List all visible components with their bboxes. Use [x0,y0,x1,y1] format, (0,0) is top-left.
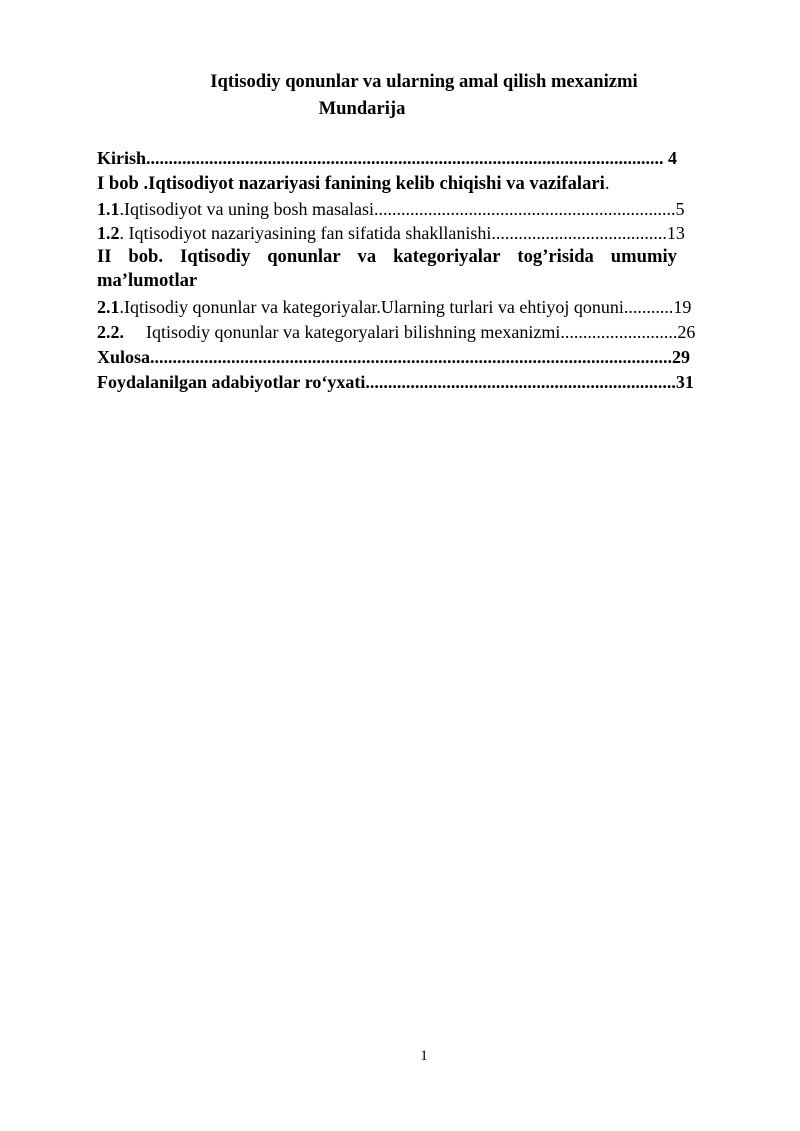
toc-page-number: 31 [675,372,694,392]
toc-chapter-word: tog’risida [517,246,594,267]
toc-section-number: 2.1 [97,297,120,317]
toc-page-number: 19 [673,297,692,317]
toc-chapter-label: I bob .Iqtisodiyot nazariyasi fanining kelib chiqishi va vazifalari [97,173,605,194]
toc-heading: Mundarija [318,98,406,119]
toc-entry-conclusion [97,346,690,368]
page-number: 1 [420,1048,428,1064]
toc-chapter-trail: . [604,173,610,194]
toc-chapter-2-line-1 [97,246,677,268]
toc-chapter-1 [97,173,609,195]
toc-chapter-word: bob. [128,246,164,267]
toc-chapter-word: umumiy [610,246,677,267]
toc-section-text: Iqtisodiy qonunlar va kategoryalari bilishning mexanizmi [146,322,561,342]
toc-entry-label: Kirish [97,148,147,168]
toc-entry-2-1 [97,296,691,318]
toc-chapter-word: kategoriyalar [393,246,501,267]
toc-leader: ....................................... [491,223,667,243]
toc-leader: ................................................................................................................... [146,148,664,168]
toc-section-number: 1.1 [97,199,120,219]
toc-leader: .................................................................................................................... [150,347,673,367]
toc-chapter-word: va [357,246,377,267]
toc-page-number: 29 [672,347,691,367]
toc-section-text: .Iqtisodiy qonunlar va kategoriyalar.Ularning turlari va ehtiyoj qonuni [119,297,624,317]
toc-leader: ........... [623,297,674,317]
toc-entry-intro [97,147,677,169]
toc-entry-references [97,371,694,393]
toc-entry-1-2 [97,222,685,244]
toc-page-number: 26 [677,322,696,342]
toc-chapter-word: qonunlar [267,246,341,267]
toc-leader: .......................... [560,322,678,342]
toc-page-number: 5 [675,199,685,219]
toc-leader: ..................................................................... [365,372,676,392]
toc-chapter-2-line-2: ma’lumotlar [97,270,198,291]
toc-entry-2-2 [97,321,695,343]
toc-chapter-word: Iqtisodiy [180,246,251,267]
toc-entry-label: Xulosa [97,347,151,367]
toc-entry-label: Foydalanilgan adabiyotlar ro‘yxati [97,372,366,392]
toc-section-text: .Iqtisodiyot va uning bosh masalasi [119,199,374,219]
toc-leader: ................................................................... [373,199,676,219]
toc-chapter-word: II [97,246,112,267]
toc-section-text: . Iqtisodiyot nazariyasining fan sifatida shakllanishi [119,223,492,243]
toc-section-number: 2.2. [97,322,124,342]
document-title: Iqtisodiy qonunlar va ularning amal qilish mexanizmi [210,71,638,92]
toc-page-number: 13 [666,223,685,243]
toc-section-number: 1.2 [97,223,120,243]
toc-page-number: 4 [663,148,678,168]
toc-entry-1-1 [97,198,684,220]
